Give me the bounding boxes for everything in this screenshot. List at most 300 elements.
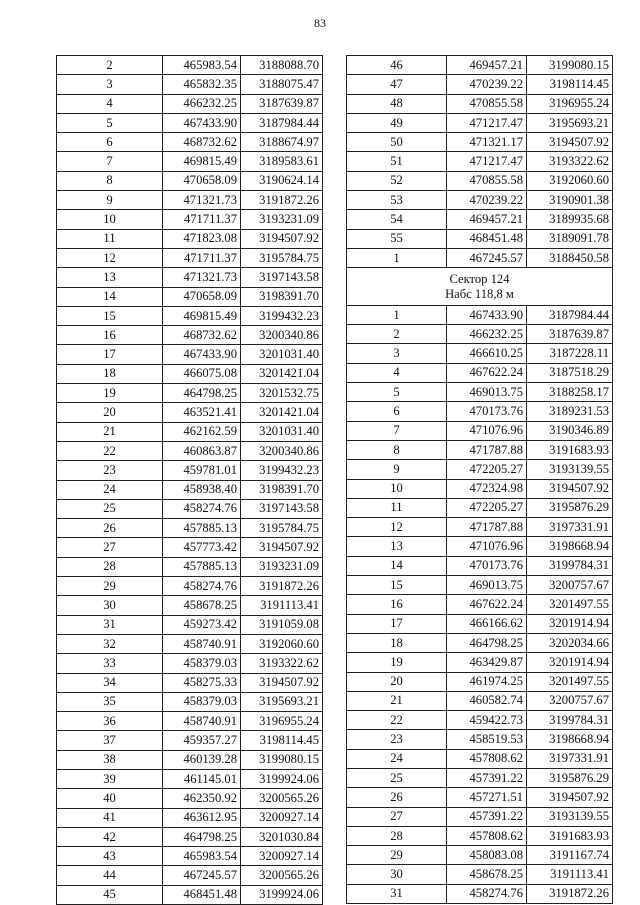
y-coordinate-cell: 3199080.15 — [527, 56, 613, 75]
y-coordinate-cell: 3198668.94 — [527, 730, 613, 749]
point-number-cell: 25 — [347, 768, 447, 787]
table-row — [57, 345, 323, 364]
x-coordinate-cell: 468451.48 — [163, 885, 241, 904]
y-coordinate-cell: 3201030.84 — [241, 827, 323, 846]
y-coordinate-cell: 3190624.14 — [241, 171, 323, 190]
table-row — [347, 884, 613, 903]
x-coordinate-cell: 472324.98 — [447, 479, 527, 498]
x-coordinate-cell: 457808.62 — [447, 826, 527, 845]
point-number-cell: 51 — [347, 152, 447, 171]
table-row — [347, 152, 613, 171]
x-coordinate-cell: 458379.03 — [163, 692, 241, 711]
point-number-cell: 15 — [57, 306, 163, 325]
y-coordinate-cell: 3201421.04 — [241, 403, 323, 422]
y-coordinate-cell: 3200340.86 — [241, 441, 323, 460]
table-row — [57, 422, 323, 441]
x-coordinate-cell: 459273.42 — [163, 615, 241, 634]
x-coordinate-cell: 467245.57 — [163, 866, 241, 885]
y-coordinate-cell: 3200565.26 — [241, 866, 323, 885]
table-row — [347, 305, 613, 324]
x-coordinate-cell: 471711.37 — [163, 210, 241, 229]
table-row — [57, 403, 323, 422]
y-coordinate-cell: 3194507.92 — [527, 788, 613, 807]
x-coordinate-cell: 471711.37 — [163, 248, 241, 267]
table-row — [57, 731, 323, 750]
table-row — [57, 133, 323, 152]
x-coordinate-cell: 469013.75 — [447, 576, 527, 595]
point-number-cell: 53 — [347, 191, 447, 210]
point-number-cell: 6 — [57, 133, 163, 152]
table-row — [347, 826, 613, 845]
table-row — [57, 885, 323, 904]
y-coordinate-cell: 3189231.53 — [527, 402, 613, 421]
x-coordinate-cell: 458678.25 — [163, 596, 241, 615]
table-row — [347, 113, 613, 132]
point-number-cell: 5 — [347, 383, 447, 402]
point-number-cell: 3 — [347, 344, 447, 363]
table-row — [57, 692, 323, 711]
y-coordinate-cell: 3192060.60 — [241, 634, 323, 653]
table-row — [57, 654, 323, 673]
sector-header-row — [347, 268, 613, 306]
point-number-cell: 8 — [57, 171, 163, 190]
table-row — [57, 519, 323, 538]
x-coordinate-cell: 469457.21 — [447, 210, 527, 229]
y-coordinate-cell: 3193322.62 — [527, 152, 613, 171]
x-coordinate-cell: 469457.21 — [447, 56, 527, 75]
y-coordinate-cell: 3189583.61 — [241, 152, 323, 171]
table-row — [347, 421, 613, 440]
y-coordinate-cell: 3188450.58 — [527, 248, 613, 267]
point-number-cell: 42 — [57, 827, 163, 846]
point-number-cell: 16 — [347, 595, 447, 614]
point-number-cell: 27 — [347, 807, 447, 826]
point-number-cell: 27 — [57, 538, 163, 557]
x-coordinate-cell: 470239.22 — [447, 75, 527, 94]
x-coordinate-cell: 470239.22 — [447, 191, 527, 210]
table-row — [347, 133, 613, 152]
table-row — [347, 229, 613, 248]
y-coordinate-cell: 3197143.58 — [241, 268, 323, 287]
table-row — [347, 94, 613, 113]
y-coordinate-cell: 3188258.17 — [527, 383, 613, 402]
table-row — [347, 807, 613, 826]
point-number-cell: 11 — [57, 229, 163, 248]
x-coordinate-cell: 466232.25 — [163, 94, 241, 113]
x-coordinate-cell: 471076.96 — [447, 421, 527, 440]
point-number-cell: 29 — [57, 577, 163, 596]
table-row — [347, 614, 613, 633]
y-coordinate-cell: 3197331.91 — [527, 749, 613, 768]
point-number-cell: 11 — [347, 498, 447, 517]
coordinates-table-right — [346, 55, 613, 904]
table-row — [347, 576, 613, 595]
table-row — [347, 191, 613, 210]
table-row — [57, 769, 323, 788]
x-coordinate-cell: 467622.24 — [447, 595, 527, 614]
point-number-cell: 23 — [347, 730, 447, 749]
x-coordinate-cell: 460582.74 — [447, 691, 527, 710]
x-coordinate-cell: 463612.95 — [163, 808, 241, 827]
y-coordinate-cell: 3201497.55 — [527, 672, 613, 691]
table-row — [347, 460, 613, 479]
x-coordinate-cell: 458274.76 — [163, 499, 241, 518]
table-row — [57, 712, 323, 731]
table-row — [347, 768, 613, 787]
x-coordinate-cell: 460139.28 — [163, 750, 241, 769]
x-coordinate-cell: 471217.47 — [447, 113, 527, 132]
table-row — [57, 191, 323, 210]
y-coordinate-cell: 3198391.70 — [241, 287, 323, 306]
y-coordinate-cell: 3199784.31 — [527, 556, 613, 575]
point-number-cell: 46 — [347, 56, 447, 75]
table-row — [57, 827, 323, 846]
x-coordinate-cell: 467433.90 — [163, 345, 241, 364]
point-number-cell: 10 — [347, 479, 447, 498]
table-row — [57, 287, 323, 306]
point-number-cell: 4 — [347, 363, 447, 382]
y-coordinate-cell: 3199432.23 — [241, 461, 323, 480]
y-coordinate-cell: 3201914.94 — [527, 614, 613, 633]
point-number-cell: 40 — [57, 789, 163, 808]
x-coordinate-cell: 462350.92 — [163, 789, 241, 808]
table-row — [347, 518, 613, 537]
y-coordinate-cell: 3200340.86 — [241, 326, 323, 345]
point-number-cell: 7 — [347, 421, 447, 440]
table-row — [347, 479, 613, 498]
point-number-cell: 54 — [347, 210, 447, 229]
y-coordinate-cell: 3197331.91 — [527, 518, 613, 537]
y-coordinate-cell: 3195693.21 — [241, 692, 323, 711]
y-coordinate-cell: 3198114.45 — [241, 731, 323, 750]
y-coordinate-cell: 3191059.08 — [241, 615, 323, 634]
point-number-cell: 8 — [347, 440, 447, 459]
point-number-cell: 28 — [347, 826, 447, 845]
x-coordinate-cell: 470855.58 — [447, 171, 527, 190]
point-number-cell: 48 — [347, 94, 447, 113]
point-number-cell: 14 — [57, 287, 163, 306]
x-coordinate-cell: 464798.25 — [447, 633, 527, 652]
table-row — [347, 556, 613, 575]
point-number-cell: 36 — [57, 712, 163, 731]
point-number-cell: 22 — [57, 441, 163, 460]
point-number-cell: 12 — [347, 518, 447, 537]
y-coordinate-cell: 3200757.67 — [527, 691, 613, 710]
x-coordinate-cell: 460863.87 — [163, 441, 241, 460]
y-coordinate-cell: 3191872.26 — [241, 191, 323, 210]
table-row — [347, 633, 613, 652]
x-coordinate-cell: 466166.62 — [447, 614, 527, 633]
y-coordinate-cell: 3187518.29 — [527, 363, 613, 382]
table-row — [347, 248, 613, 267]
x-coordinate-cell: 471321.17 — [447, 133, 527, 152]
y-coordinate-cell: 3199924.06 — [241, 885, 323, 904]
x-coordinate-cell: 470658.09 — [163, 287, 241, 306]
y-coordinate-cell: 3188674.97 — [241, 133, 323, 152]
x-coordinate-cell: 472205.27 — [447, 498, 527, 517]
table-row — [347, 672, 613, 691]
table-row — [347, 846, 613, 865]
y-coordinate-cell: 3191167.74 — [527, 846, 613, 865]
table-row — [57, 171, 323, 190]
table-row — [57, 113, 323, 132]
x-coordinate-cell: 461974.25 — [447, 672, 527, 691]
y-coordinate-cell: 3190346.89 — [527, 421, 613, 440]
y-coordinate-cell: 3191113.41 — [241, 596, 323, 615]
x-coordinate-cell: 458938.40 — [163, 480, 241, 499]
point-number-cell: 44 — [57, 866, 163, 885]
x-coordinate-cell: 458740.91 — [163, 634, 241, 653]
x-coordinate-cell: 462162.59 — [163, 422, 241, 441]
point-number-cell: 22 — [347, 711, 447, 730]
x-coordinate-cell: 469815.49 — [163, 306, 241, 325]
table-row — [347, 749, 613, 768]
x-coordinate-cell: 457773.42 — [163, 538, 241, 557]
point-number-cell: 30 — [347, 865, 447, 884]
point-number-cell: 12 — [57, 248, 163, 267]
y-coordinate-cell: 3193139.55 — [527, 460, 613, 479]
table-row — [347, 383, 613, 402]
y-coordinate-cell: 3195784.75 — [241, 248, 323, 267]
x-coordinate-cell: 468732.62 — [163, 133, 241, 152]
y-coordinate-cell: 3202034.66 — [527, 633, 613, 652]
y-coordinate-cell: 3201031.40 — [241, 422, 323, 441]
table-row — [347, 691, 613, 710]
point-number-cell: 1 — [347, 305, 447, 324]
x-coordinate-cell: 472205.27 — [447, 460, 527, 479]
y-coordinate-cell: 3197143.58 — [241, 499, 323, 518]
table-row — [57, 461, 323, 480]
x-coordinate-cell: 468732.62 — [163, 326, 241, 345]
point-number-cell: 41 — [57, 808, 163, 827]
y-coordinate-cell: 3194507.92 — [527, 479, 613, 498]
point-number-cell: 31 — [347, 884, 447, 903]
x-coordinate-cell: 469013.75 — [447, 383, 527, 402]
point-number-cell: 21 — [347, 691, 447, 710]
page-number: 83 — [314, 16, 326, 30]
x-coordinate-cell: 466610.25 — [447, 344, 527, 363]
point-number-cell: 43 — [57, 847, 163, 866]
y-coordinate-cell: 3193231.09 — [241, 557, 323, 576]
table-row — [347, 75, 613, 94]
table-row — [57, 557, 323, 576]
y-coordinate-cell: 3191872.26 — [241, 577, 323, 596]
point-number-cell: 47 — [347, 75, 447, 94]
x-coordinate-cell: 471076.96 — [447, 537, 527, 556]
coordinates-table-left — [56, 55, 323, 905]
y-coordinate-cell: 3196955.24 — [241, 712, 323, 731]
table-row — [57, 499, 323, 518]
table-row — [57, 441, 323, 460]
x-coordinate-cell: 470173.76 — [447, 402, 527, 421]
y-coordinate-cell: 3195693.21 — [527, 113, 613, 132]
table-row — [57, 789, 323, 808]
x-coordinate-cell: 465832.35 — [163, 75, 241, 94]
point-number-cell: 33 — [57, 654, 163, 673]
point-number-cell: 20 — [347, 672, 447, 691]
y-coordinate-cell: 3199784.31 — [527, 711, 613, 730]
x-coordinate-cell: 458740.91 — [163, 712, 241, 731]
table-row — [347, 402, 613, 421]
x-coordinate-cell: 467433.90 — [163, 113, 241, 132]
point-number-cell: 7 — [57, 152, 163, 171]
y-coordinate-cell: 3196955.24 — [527, 94, 613, 113]
table-row — [57, 56, 323, 75]
y-coordinate-cell: 3191683.93 — [527, 826, 613, 845]
x-coordinate-cell: 471321.73 — [163, 268, 241, 287]
table-row — [57, 615, 323, 634]
y-coordinate-cell: 3187984.44 — [527, 305, 613, 324]
point-number-cell: 15 — [347, 576, 447, 595]
sector-height: Набс 118,8 м — [445, 286, 514, 301]
y-coordinate-cell: 3198391.70 — [241, 480, 323, 499]
x-coordinate-cell: 459422.73 — [447, 711, 527, 730]
point-number-cell: 25 — [57, 499, 163, 518]
point-number-cell: 19 — [57, 384, 163, 403]
y-coordinate-cell: 3201914.94 — [527, 653, 613, 672]
point-number-cell: 1 — [347, 248, 447, 267]
x-coordinate-cell: 463521.41 — [163, 403, 241, 422]
table-row — [57, 634, 323, 653]
point-number-cell: 10 — [57, 210, 163, 229]
x-coordinate-cell: 471787.88 — [447, 518, 527, 537]
table-row — [347, 56, 613, 75]
x-coordinate-cell: 457391.22 — [447, 807, 527, 826]
point-number-cell: 16 — [57, 326, 163, 345]
table-row — [57, 750, 323, 769]
point-number-cell: 18 — [347, 633, 447, 652]
table-row — [347, 171, 613, 190]
point-number-cell: 3 — [57, 75, 163, 94]
table-row — [347, 788, 613, 807]
x-coordinate-cell: 458275.33 — [163, 673, 241, 692]
y-coordinate-cell: 3188075.47 — [241, 75, 323, 94]
y-coordinate-cell: 3199432.23 — [241, 306, 323, 325]
point-number-cell: 29 — [347, 846, 447, 865]
x-coordinate-cell: 468451.48 — [447, 229, 527, 248]
x-coordinate-cell: 466075.08 — [163, 364, 241, 383]
y-coordinate-cell: 3195876.29 — [527, 498, 613, 517]
x-coordinate-cell: 458519.53 — [447, 730, 527, 749]
y-coordinate-cell: 3201031.40 — [241, 345, 323, 364]
point-number-cell: 39 — [57, 769, 163, 788]
point-number-cell: 35 — [57, 692, 163, 711]
table-row — [347, 653, 613, 672]
x-coordinate-cell: 457808.62 — [447, 749, 527, 768]
x-coordinate-cell: 459781.01 — [163, 461, 241, 480]
point-number-cell: 28 — [57, 557, 163, 576]
x-coordinate-cell: 464798.25 — [163, 827, 241, 846]
x-coordinate-cell: 470855.58 — [447, 94, 527, 113]
point-number-cell: 2 — [347, 325, 447, 344]
point-number-cell: 9 — [57, 191, 163, 210]
point-number-cell: 4 — [57, 94, 163, 113]
y-coordinate-cell: 3195876.29 — [527, 768, 613, 787]
table-row — [347, 363, 613, 382]
y-coordinate-cell: 3195784.75 — [241, 519, 323, 538]
table-row — [57, 596, 323, 615]
y-coordinate-cell: 3194507.92 — [241, 538, 323, 557]
point-number-cell: 6 — [347, 402, 447, 421]
table-row — [57, 210, 323, 229]
table-row — [347, 344, 613, 363]
y-coordinate-cell: 3201532.75 — [241, 384, 323, 403]
point-number-cell: 18 — [57, 364, 163, 383]
x-coordinate-cell: 457391.22 — [447, 768, 527, 787]
x-coordinate-cell: 470173.76 — [447, 556, 527, 575]
point-number-cell: 2 — [57, 56, 163, 75]
point-number-cell: 24 — [57, 480, 163, 499]
x-coordinate-cell: 464798.25 — [163, 384, 241, 403]
point-number-cell: 26 — [57, 519, 163, 538]
table-row — [57, 808, 323, 827]
y-coordinate-cell: 3201421.04 — [241, 364, 323, 383]
point-number-cell: 50 — [347, 133, 447, 152]
table-row — [57, 75, 323, 94]
point-number-cell: 38 — [57, 750, 163, 769]
table-row — [347, 537, 613, 556]
y-coordinate-cell: 3191113.41 — [527, 865, 613, 884]
table-row — [57, 538, 323, 557]
point-number-cell: 55 — [347, 229, 447, 248]
point-number-cell: 5 — [57, 113, 163, 132]
point-number-cell: 13 — [347, 537, 447, 556]
point-number-cell: 21 — [57, 422, 163, 441]
y-coordinate-cell: 3187639.87 — [241, 94, 323, 113]
y-coordinate-cell: 3187639.87 — [527, 325, 613, 344]
table-row — [347, 325, 613, 344]
table-row — [57, 152, 323, 171]
point-number-cell: 17 — [347, 614, 447, 633]
y-coordinate-cell: 3199080.15 — [241, 750, 323, 769]
x-coordinate-cell: 467433.90 — [447, 305, 527, 324]
y-coordinate-cell: 3187984.44 — [241, 113, 323, 132]
x-coordinate-cell: 469815.49 — [163, 152, 241, 171]
x-coordinate-cell: 470658.09 — [163, 171, 241, 190]
y-coordinate-cell: 3189091.78 — [527, 229, 613, 248]
x-coordinate-cell: 458083.08 — [447, 846, 527, 865]
table-row — [347, 440, 613, 459]
y-coordinate-cell: 3193139.55 — [527, 807, 613, 826]
x-coordinate-cell: 471321.73 — [163, 191, 241, 210]
point-number-cell: 32 — [57, 634, 163, 653]
sector-title: Сектор 124 — [449, 271, 510, 286]
table-row — [57, 306, 323, 325]
point-number-cell: 13 — [57, 268, 163, 287]
y-coordinate-cell: 3193322.62 — [241, 654, 323, 673]
x-coordinate-cell: 458379.03 — [163, 654, 241, 673]
table-row — [57, 866, 323, 885]
y-coordinate-cell: 3198668.94 — [527, 537, 613, 556]
x-coordinate-cell: 465983.54 — [163, 56, 241, 75]
sector-header — [347, 268, 613, 306]
table-row — [57, 480, 323, 499]
y-coordinate-cell: 3199924.06 — [241, 769, 323, 788]
point-number-cell: 26 — [347, 788, 447, 807]
y-coordinate-cell: 3200927.14 — [241, 847, 323, 866]
table-row — [57, 364, 323, 383]
x-coordinate-cell: 471217.47 — [447, 152, 527, 171]
table-row — [347, 498, 613, 517]
point-number-cell: 49 — [347, 113, 447, 132]
x-coordinate-cell: 457885.13 — [163, 519, 241, 538]
y-coordinate-cell: 3201497.55 — [527, 595, 613, 614]
y-coordinate-cell: 3200927.14 — [241, 808, 323, 827]
point-number-cell: 45 — [57, 885, 163, 904]
x-coordinate-cell: 458274.76 — [447, 884, 527, 903]
table-row — [57, 847, 323, 866]
y-coordinate-cell: 3187228.11 — [527, 344, 613, 363]
